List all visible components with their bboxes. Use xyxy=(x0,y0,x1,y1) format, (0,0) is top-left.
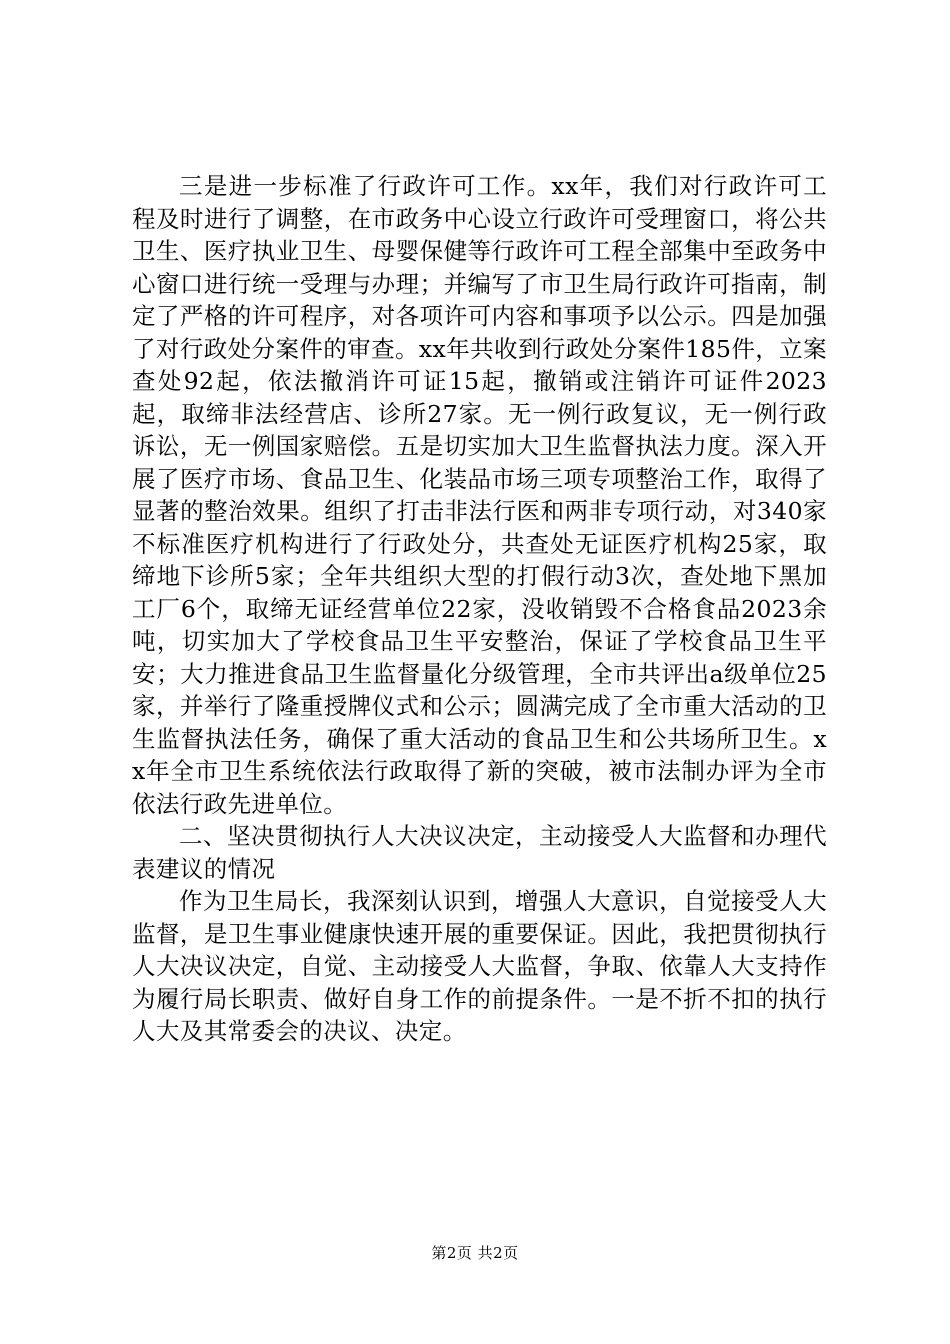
paragraph-accept-supervision: 作为卫生局长，我深刻认识到，增强人大意识，自觉接受人大监督，是卫生事业健康快速开展的重要保证。因此，我把贯彻执行人大决议决定，自觉、主动接受人大监督，争取、依靠人大支持作为履行局长职责、做好自身工作的前提条件。一是不折不扣的执行人大及其常委会的决议、决定。 xyxy=(132,887,827,1045)
paragraph-administrative-licensing: 三是进一步标准了行政许可工作。xx年，我们对行政许可工程及时进行了调整，在市政务中心设立行政许可受理窗口，将公共卫生、医疗执业卫生、母婴保健等行政许可工程全部集中至政务中心窗口进行统一受理与办理；并编写了市卫生局行政许可指南，制定了严格的许可程序，对各项许可内容和事项予以公示。四是加强了对行政处分案件的审查。xx年共收到行政处分案件185件，立案查处92起，依法撤消许可证15起，撤销或注销许可证件2023起，取缔非法经营店、诊所27家。无一例行政复议，无一例行政诉讼，无一例国家赔偿。五是切实加大卫生监督执法力度。深入开展了医疗市场、食品卫生、化装品市场三项专项整治工作，取得了显著的整治效果。组织了打击非法行医和两非专项行动，对340家不标准医疗机构进行了行政处分，共查处无证医疗机构25家，取缔地下诊所5家；全年共组织大型的打假行动3次，查处地下黑加工厂6个，取缔无证经营单位22家，没收销毁不合格食品2023余吨，切实加大了学校食品卫生平安整治，保证了学校食品卫生平安；大力推进食品卫生监督量化分级管理，全市共评出a级单位25家，并举行了隆重授牌仪式和公示；圆满完成了全市重大活动的卫生监督执法任务，确保了重大活动的食品卫生和公共场所卫生。xx年全市卫生系统依法行政取得了新的突破，被市法制办评为全市依法行政先进单位。 xyxy=(132,172,827,818)
page-number-footer: 第2页 共2页 xyxy=(431,1244,519,1262)
section-heading-people-congress: 二、坚决贯彻执行人大决议决定，主动接受人大监督和办理代表建议的情况 xyxy=(132,822,827,883)
document-body xyxy=(132,170,827,1048)
